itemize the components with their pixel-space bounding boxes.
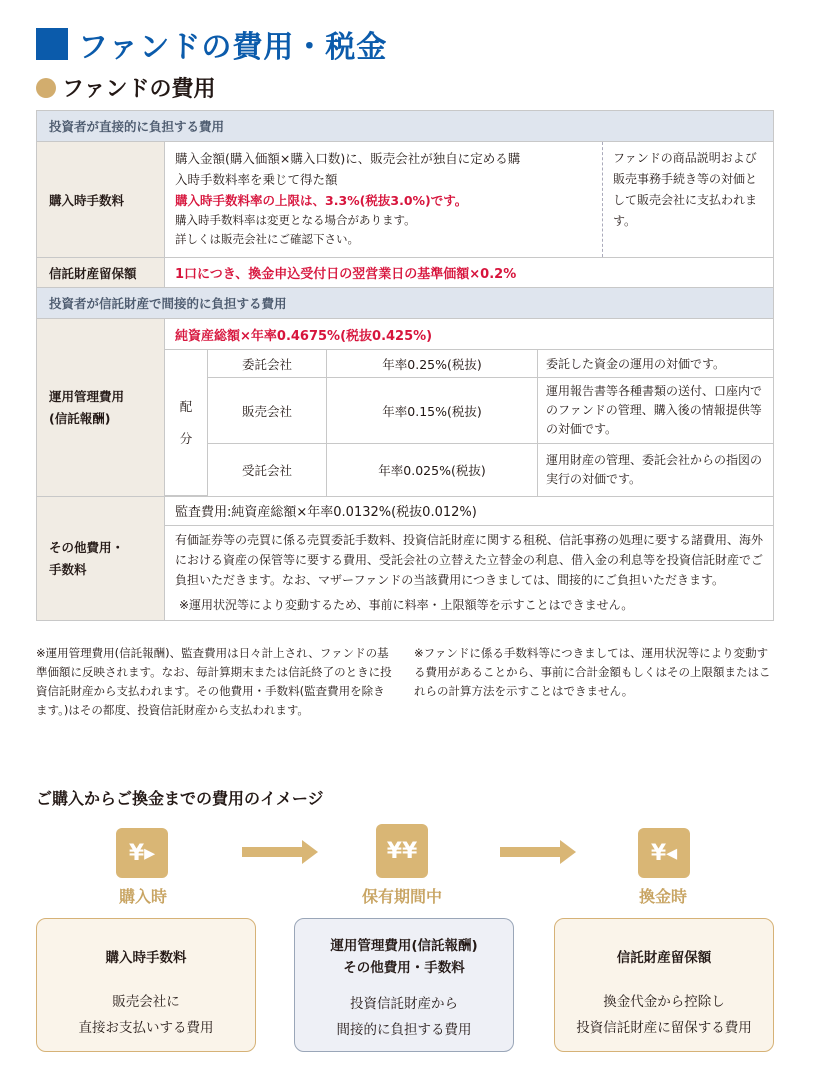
party-1: 委託会社 [208, 350, 327, 378]
other-fee-note: ※運用状況等により変動するため、事前に料率・上限額等を示すことはできません。 [179, 598, 634, 612]
card-holding-title: 運用管理費用(信託報酬) その他費用・手数料 [330, 938, 478, 976]
management-total: 純資産総額×年率0.4675%(税抜0.425%) [175, 329, 433, 344]
card-purchase [36, 918, 256, 1052]
management-fee-cell [165, 319, 774, 497]
card-purchase-title: 購入時手数料 [105, 950, 187, 966]
retention-value: 1口につき、換金申込受付日の翌営業日の基準価額×0.2% [165, 258, 774, 288]
audit-fee: 監査費用:純資産総額×年率0.0132%(税抜0.012%) [165, 497, 773, 526]
rate-1: 年率0.25%(税抜) [327, 350, 538, 378]
card-redemption [554, 918, 774, 1052]
subtitle-block [36, 72, 216, 103]
yen-out-icon: ¥◂ [638, 828, 690, 878]
money-bags-icon: ¥¥ [376, 824, 428, 878]
purchase-line2: 入時手数料率を乗じて得た額 [175, 172, 338, 187]
phase-label-purchase: 購入時 [118, 887, 167, 906]
card-holding [294, 918, 514, 1052]
rate-2: 年率0.15%(税抜) [327, 378, 538, 444]
party-2: 販売会社 [208, 378, 327, 444]
bullet-dot-icon [36, 78, 56, 98]
image-title: ご購入からご換金までの費用のイメージ [36, 789, 324, 808]
rate-3: 年率0.025%(税抜) [327, 444, 538, 496]
direct-section-header: 投資者が直接的に負担する費用 [37, 111, 774, 142]
yen-in-icon: ¥▸ [116, 828, 168, 878]
footnote-right: ※ファンドに係る手数料等につきましては、運用状況等により変動する費用があることから、事前に合計金額もしくはその上限額またはこれらの計算方法を示すことはできません。 [414, 646, 771, 698]
purchase-fee-label: 購入時手数料 [37, 142, 165, 258]
desc-2: 運用報告書等各種書類の送付、口座内でのファンドの管理、購入後の情報提供等の対価です。 [538, 378, 774, 444]
allocation-label: 配 分 [165, 350, 208, 496]
page-title-block [36, 22, 387, 66]
page-title: ファンドの費用・税金 [78, 30, 388, 65]
purchase-side-note: ファンドの商品説明および販売事務手続き等の対価として販売会社に支払われます。 [603, 142, 774, 258]
purchase-note1: 購入時手数料率は変更となる場合があります。 [175, 213, 416, 227]
phase-label-redemption: 換金時 [638, 887, 687, 906]
other-fee-cell [165, 497, 774, 621]
subtitle: ファンドの費用 [62, 77, 216, 102]
allocation-table [165, 349, 773, 496]
card-redemption-body: 換金代金から控除し 投資信託財産に留保する費用 [576, 994, 752, 1036]
party-3: 受託会社 [208, 444, 327, 496]
arrow-right-icon [242, 840, 318, 864]
management-fee-label: 運用管理費用 (信託報酬) [37, 319, 165, 497]
card-purchase-body: 販売会社に 直接お支払いする費用 [78, 994, 214, 1036]
card-redemption-title: 信託財産留保額 [616, 950, 712, 966]
arrow-right-icon [500, 840, 576, 864]
card-holding-body: 投資信託財産から 間接的に負担する費用 [336, 996, 472, 1038]
title-square-icon [36, 28, 68, 60]
purchase-highlight: 購入時手数料率の上限は、3.3%(税抜3.0%)です。 [175, 193, 468, 208]
desc-1: 委託した資金の運用の対価です。 [538, 350, 774, 378]
purchase-line1: 購入金額(購入価額×購入口数)に、販売会社が独自に定める購 [175, 151, 521, 166]
retention-label: 信託財産留保額 [37, 258, 165, 288]
purchase-note2: 詳しくは販売会社にご確認下さい。 [175, 232, 359, 246]
other-fee-body: 有価証券等の売買に係る売買委託手数料、投資信託財産に関する租税、信託事務の処理に要する諸費用、海外における資産の保管等に要する費用、受託会社の立替えた立替金の利息、借入金の利息等を投資信託財産でご負担いただきます。なお、マザーファンドの当該費用につきましては、間接的にご負担いただきます。 [175, 533, 764, 587]
indirect-section-header: 投資者が信託財産で間接的に負担する費用 [37, 288, 774, 319]
purchase-fee-cell [165, 142, 603, 258]
other-fee-label: その他費用・ 手数料 [37, 497, 165, 621]
phase-label-holding: 保有期間中 [361, 887, 442, 906]
fee-table [36, 110, 774, 621]
footnote-left: ※運用管理費用(信託報酬)、監査費用は日々計上され、ファンドの基準価額に反映されます。なお、毎計算期末または信託終了のときに投資信託財産から支払われます。その他費用・手数料(監査費用を除きます。)はその都度、投資信託財産から支払われます。 [36, 646, 392, 717]
desc-3: 運用財産の管理、委託会社からの指図の実行の対価です。 [538, 444, 774, 496]
